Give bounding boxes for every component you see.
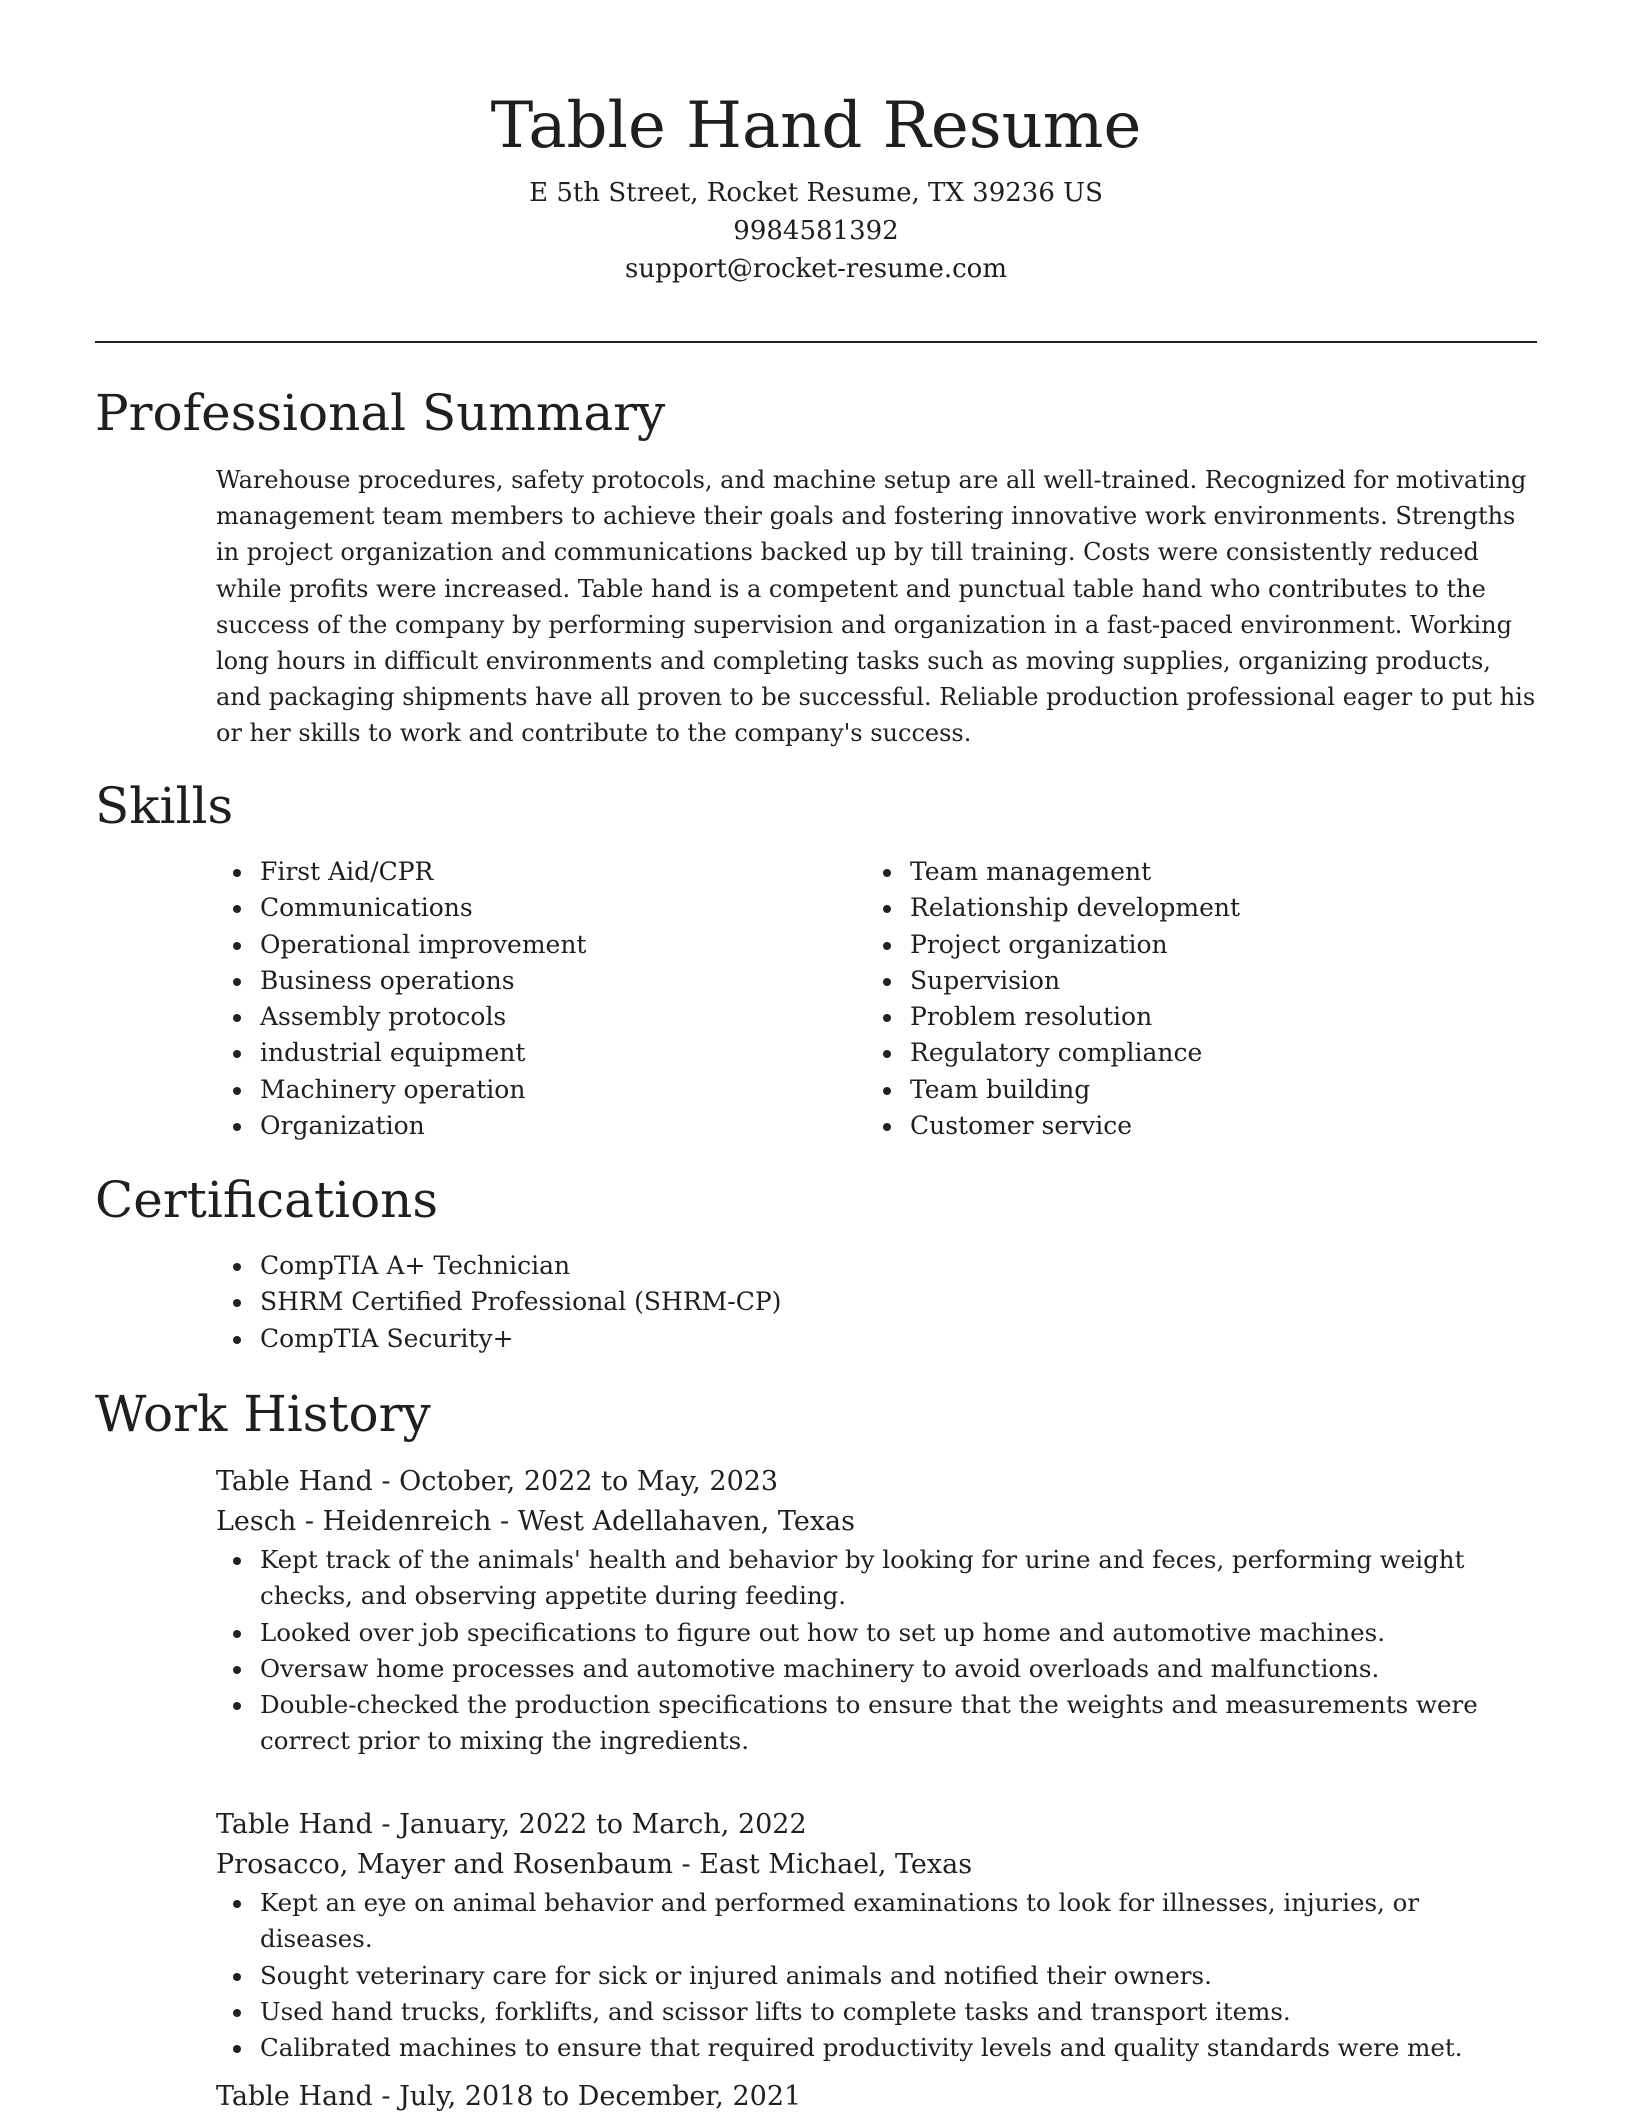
contact-email: support@rocket-resume.com	[624, 254, 1007, 284]
job-entry	[216, 1462, 1536, 1760]
job-task: Double-checked the production specifications to ensure that the weights and measurements were correct prior to mixing the ingredients.	[216, 1687, 1536, 1760]
job-title-line: Table Hand - January, 2022 to March, 2022	[216, 1809, 807, 1840]
header-divider	[95, 341, 1537, 343]
job-title: Table Hand	[216, 1466, 373, 1497]
job-title: Table Hand	[216, 1809, 373, 1840]
job-company: Lesch - Heidenreich	[216, 1506, 492, 1537]
job-title-line: Table Hand - July, 2018 to December, 2021	[216, 2081, 802, 2112]
skills-list-right	[866, 854, 1506, 1144]
job-location: East Michael, Texas	[699, 1849, 973, 1880]
job-task-list	[216, 1542, 1536, 1760]
job-entry	[216, 2077, 1536, 2117]
job-location: West Adellahaven, Texas	[517, 1506, 855, 1537]
skill-item: Operational improvement	[216, 927, 856, 963]
work-history-heading: Work History	[95, 1385, 431, 1443]
skill-item: Organization	[216, 1108, 856, 1144]
skills-list-left	[216, 854, 856, 1144]
skill-item: First Aid/CPR	[216, 854, 856, 890]
skills-heading: Skills	[95, 777, 234, 835]
skill-item: industrial equipment	[216, 1035, 856, 1071]
summary-text: Warehouse procedures, safety protocols, and machine setup are all well-trained. Recognized for motivating management team members to achieve their goals and fostering innovative work environments. Strengths in project organization and communications backed up by till training. Costs were consistently reduced while profits were increased. Table hand is a competent and punctual table hand who contributes to the success of the company by performing supervision and organization in a fast-paced environment. Working long hours in difficult environments and completing tasks such as moving supplies, organizing products, and packaging shipments have all proven to be successful. Reliable production professional eager to put his or her skills to work and contribute to the company's success.	[216, 466, 1536, 748]
job-entry	[216, 1805, 1536, 2066]
skill-item: Problem resolution	[866, 999, 1506, 1035]
job-company-line: Prosacco, Mayer and Rosenbaum - East Michael, Texas	[216, 1849, 973, 1880]
summary-heading: Professional Summary	[95, 384, 666, 442]
job-task: Kept an eye on animal behavior and performed examinations to look for illnesses, injuries, or diseases.	[216, 1885, 1536, 1958]
job-task: Looked over job specifications to figure out how to set up home and automotive machines.	[216, 1615, 1536, 1651]
skill-item: Supervision	[866, 963, 1506, 999]
skill-item: Regulatory compliance	[866, 1035, 1506, 1071]
page-title: Table Hand Resume	[490, 89, 1142, 163]
certification-item: SHRM Certified Professional (SHRM-CP)	[216, 1284, 1516, 1320]
skill-item: Business operations	[216, 963, 856, 999]
job-company: Prosacco, Mayer and Rosenbaum	[216, 1849, 673, 1880]
certifications-heading: Certifications	[95, 1171, 439, 1229]
skill-item: Team building	[866, 1072, 1506, 1108]
skill-item: Assembly protocols	[216, 999, 856, 1035]
skill-item: Communications	[216, 890, 856, 926]
certification-item: CompTIA Security+	[216, 1321, 1516, 1357]
job-company-line: Lesch - Heidenreich - West Adellahaven, Texas	[216, 1506, 855, 1537]
job-dates: January, 2022 to March, 2022	[399, 1809, 807, 1840]
skill-item: Machinery operation	[216, 1072, 856, 1108]
contact-phone: 9984581392	[733, 216, 899, 246]
skill-item: Relationship development	[866, 890, 1506, 926]
job-title-line: Table Hand - October, 2022 to May, 2023	[216, 1466, 779, 1497]
certification-item: CompTIA A+ Technician	[216, 1248, 1516, 1284]
skill-item: Customer service	[866, 1108, 1506, 1144]
job-task: Calibrated machines to ensure that required productivity levels and quality standards were met.	[216, 2030, 1536, 2066]
resume-header	[95, 78, 1537, 288]
job-dates: July, 2018 to December, 2021	[399, 2081, 802, 2112]
job-task-list	[216, 1885, 1536, 2066]
job-title: Table Hand	[216, 2081, 373, 2112]
job-dates: October, 2022 to May, 2023	[399, 1466, 779, 1497]
skill-item: Team management	[866, 854, 1506, 890]
contact-address: E 5th Street, Rocket Resume, TX 39236 US	[529, 178, 1103, 208]
job-task: Used hand trucks, forklifts, and scissor lifts to complete tasks and transport items.	[216, 1994, 1536, 2030]
job-task: Kept track of the animals' health and behavior by looking for urine and feces, performing weight checks, and observing appetite during feeding.	[216, 1542, 1536, 1615]
certifications-list	[216, 1248, 1516, 1357]
job-task: Oversaw home processes and automotive machinery to avoid overloads and malfunctions.	[216, 1651, 1536, 1687]
job-task: Sought veterinary care for sick or injured animals and notified their owners.	[216, 1958, 1536, 1994]
skill-item: Project organization	[866, 927, 1506, 963]
